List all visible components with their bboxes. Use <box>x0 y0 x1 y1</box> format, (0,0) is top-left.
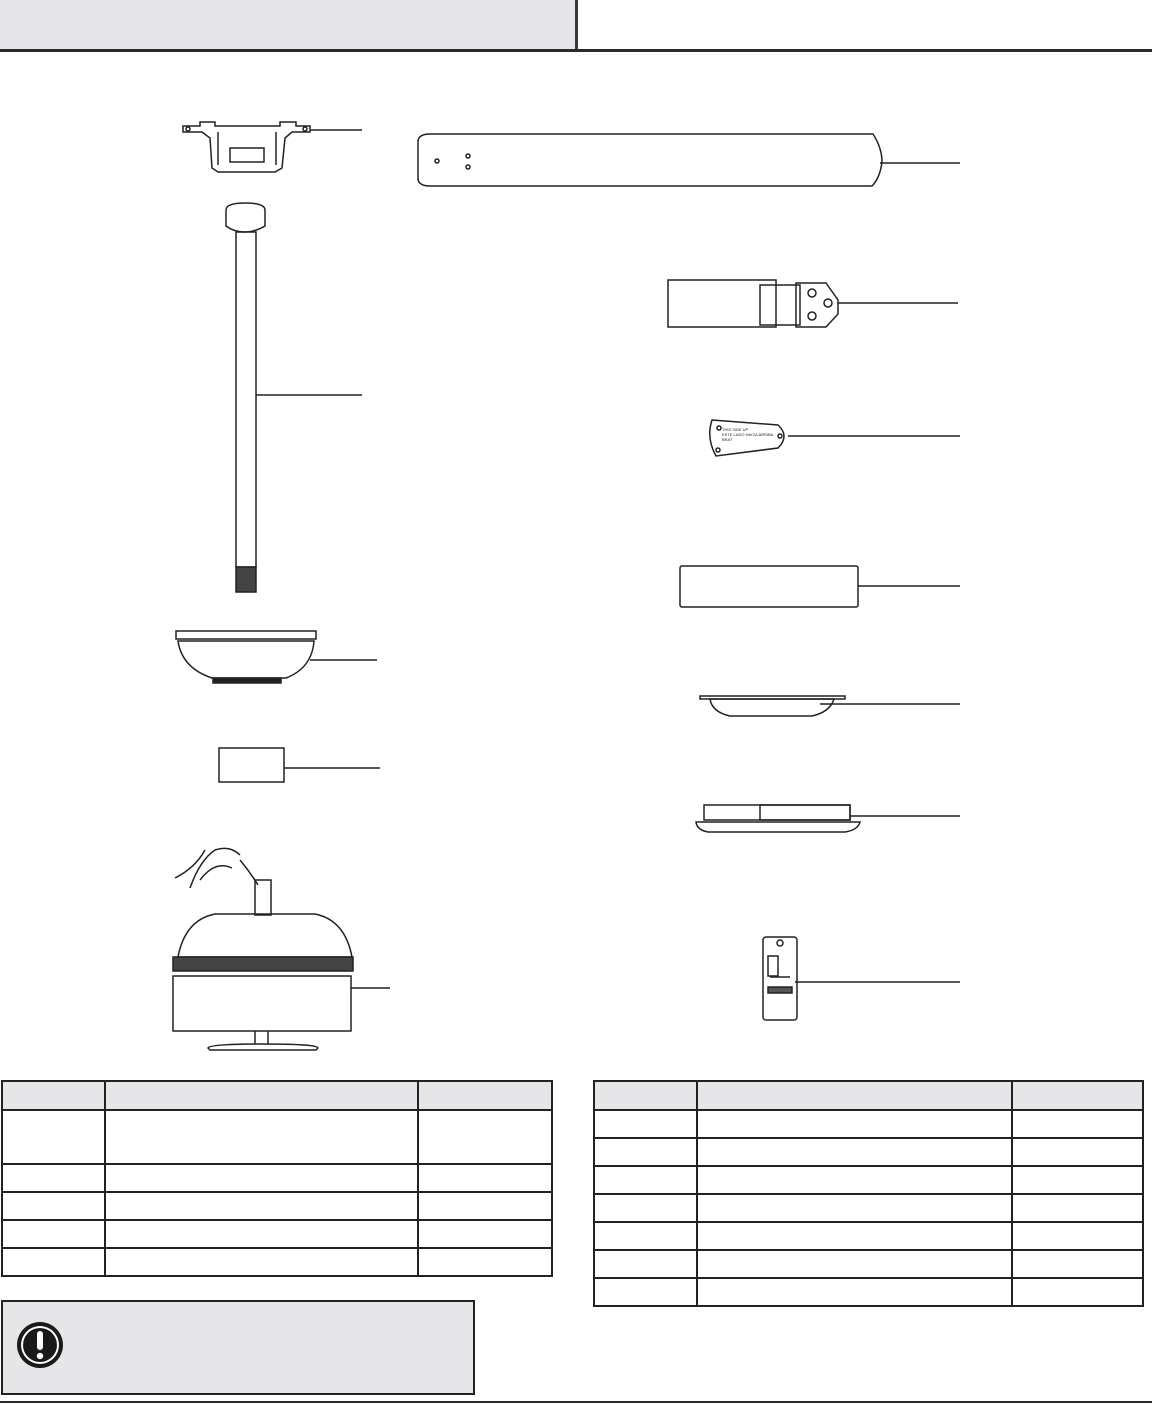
table-header-cell <box>105 1081 418 1110</box>
table-cell <box>1012 1250 1143 1278</box>
table-cell <box>418 1248 552 1276</box>
coupling-cover-drawing <box>219 748 380 782</box>
canopy-drawing <box>176 631 377 683</box>
table-cell <box>105 1164 418 1192</box>
table-cell <box>105 1248 418 1276</box>
parts-table-right <box>593 1080 1144 1307</box>
table-header-cell <box>594 1081 697 1110</box>
header-left-panel <box>0 0 575 50</box>
table-row <box>2 1220 552 1248</box>
table-cell <box>2 1192 105 1220</box>
blade-drawing <box>418 134 960 186</box>
blade-arm-drawing <box>668 280 958 327</box>
table-cell <box>594 1222 697 1250</box>
exclamation-icon <box>15 1320 65 1370</box>
table-cell <box>1012 1138 1143 1166</box>
table-row <box>2 1248 552 1276</box>
warning-box <box>1 1300 475 1395</box>
light-kit-plate-drawing <box>700 696 960 716</box>
table-cell <box>697 1110 1012 1138</box>
table-row <box>2 1164 552 1192</box>
table-cell <box>2 1220 105 1248</box>
motor-assembly-drawing <box>173 848 390 1050</box>
blade-bracket-text-line: BRAT <box>722 437 733 442</box>
parts-table-left <box>1 1080 553 1277</box>
table-cell <box>697 1138 1012 1166</box>
light-kit-cover-drawing <box>680 566 960 607</box>
footer-rule <box>0 1401 1152 1403</box>
table-cell <box>2 1248 105 1276</box>
table-row <box>594 1166 1143 1194</box>
table-row <box>2 1110 552 1164</box>
table-row <box>594 1250 1143 1278</box>
table-header-row <box>594 1081 1143 1110</box>
downrod-drawing <box>226 203 362 592</box>
table-cell <box>594 1138 697 1166</box>
table-cell <box>1012 1278 1143 1306</box>
table-cell <box>594 1278 697 1306</box>
table-header-row <box>2 1081 552 1110</box>
table-cell <box>1012 1166 1143 1194</box>
table-cell <box>2 1110 105 1164</box>
table-cell <box>594 1166 697 1194</box>
table-cell <box>697 1250 1012 1278</box>
table-cell <box>105 1220 418 1248</box>
table-header-cell <box>418 1081 552 1110</box>
receiver-drawing <box>696 805 960 832</box>
header-divider <box>575 0 578 50</box>
table-cell <box>2 1164 105 1192</box>
table-cell <box>418 1164 552 1192</box>
table-row <box>594 1222 1143 1250</box>
blade-bracket-text-line: ESTE LADO HACIA ARRIBA <box>722 432 774 437</box>
table-cell <box>105 1110 418 1164</box>
table-cell <box>1012 1194 1143 1222</box>
table-header-cell <box>697 1081 1012 1110</box>
blade-bracket-text-line: THIS SIDE UP <box>722 427 749 432</box>
table-cell <box>594 1110 697 1138</box>
table-header-cell <box>1012 1081 1143 1110</box>
table-cell <box>1012 1110 1143 1138</box>
remote-control-drawing <box>763 937 960 1020</box>
table-row <box>594 1194 1143 1222</box>
table-cell <box>418 1220 552 1248</box>
table-row <box>2 1192 552 1220</box>
header-right-panel <box>580 0 1150 48</box>
table-cell <box>594 1250 697 1278</box>
table-row <box>594 1278 1143 1306</box>
table-cell <box>697 1166 1012 1194</box>
table-row <box>594 1138 1143 1166</box>
blade-bracket-text <box>722 427 773 442</box>
parts-illustrations <box>0 52 1152 1072</box>
table-cell <box>418 1110 552 1164</box>
table-cell <box>697 1278 1012 1306</box>
table-cell <box>594 1194 697 1222</box>
table-cell <box>697 1222 1012 1250</box>
table-cell <box>697 1194 1012 1222</box>
mounting-bracket-drawing <box>183 122 362 172</box>
table-row <box>594 1110 1143 1138</box>
table-cell <box>1012 1222 1143 1250</box>
table-cell <box>418 1192 552 1220</box>
table-cell <box>105 1192 418 1220</box>
table-header-cell <box>2 1081 105 1110</box>
